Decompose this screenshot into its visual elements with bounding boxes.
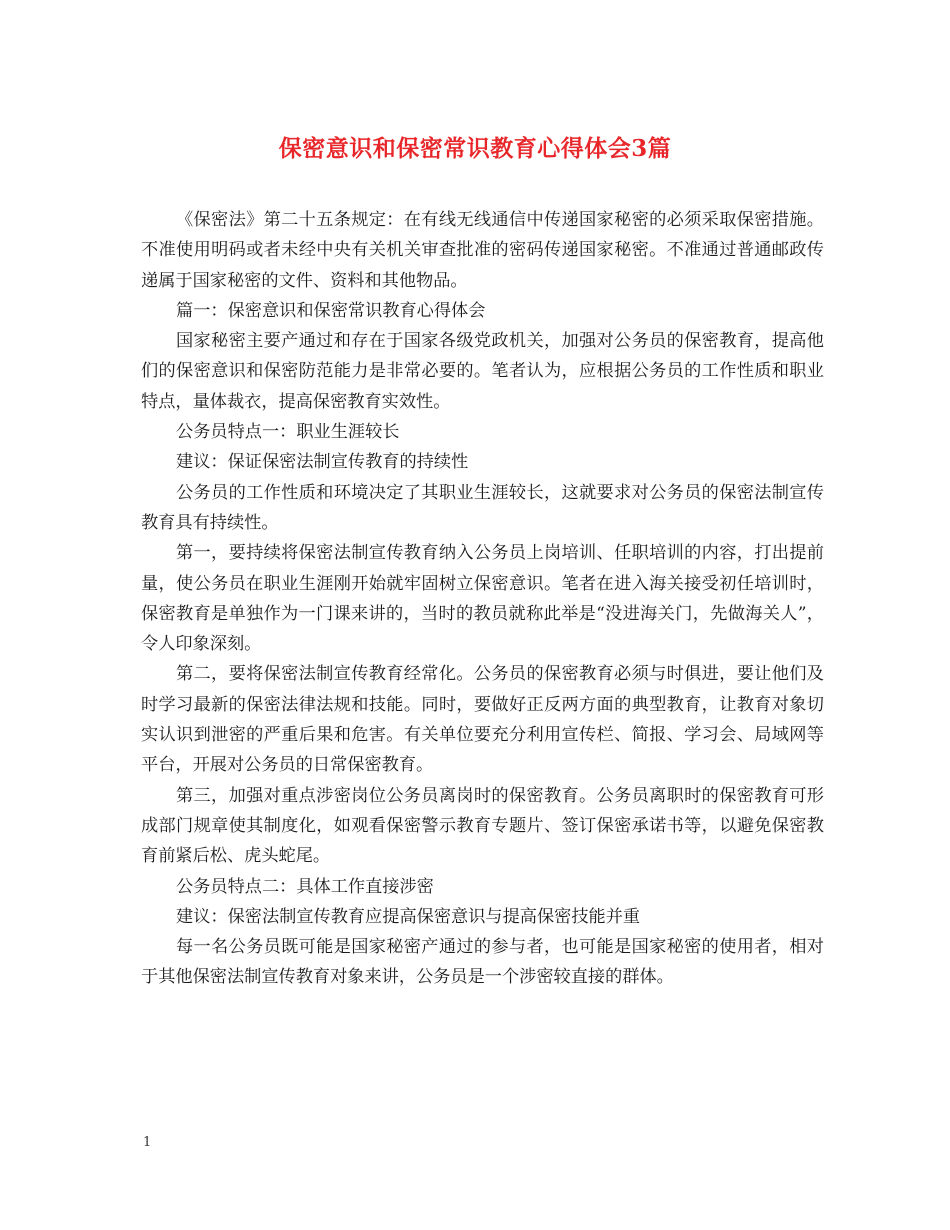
document-body — [141, 205, 824, 993]
page-number: 1 — [143, 1135, 152, 1150]
paragraph-suggestion-two: 建议：保密法制宣传教育应提高保密意识与提高保密技能并重 — [176, 906, 641, 927]
paragraph-second-point: 第二，要将保密法制宣传教育经常化。公务员的保密教育必须与时俱进，要让他们及时学习最新的保密法律法规和技能。同时，要做好正反两方面的典型教育，让教育对象切实认识到泄密的严重后果和危害。有关单位要充分利用宣传栏、简报、学习会、局域网等平台，开展对公务员的日常保密教育。 — [141, 664, 824, 776]
document-title: 保密意识和保密常识教育心得体会3篇 — [278, 135, 672, 162]
paragraph-law-article: 《保密法》第二十五条规定：在有线无线通信中传递国家秘密的必须采取保密措施。不准使用明码或者未经中央有关机关审查批准的密码传递国家秘密。不准通过普通邮政传递属于国家秘密的文件、资料和其他物品。 — [141, 210, 824, 291]
paragraph-third-point: 第三，加强对重点涉密岗位公务员离岗时的保密教育。公务员离职时的保密教育可形成部门规章使其制度化，如观看保密警示教育专题片、签订保密承诺书等，以避免保密教育前紧后松、虎头蛇尾。 — [141, 785, 824, 867]
paragraph-intro: 国家秘密主要产通过和存在于国家各级党政机关，加强对公务员的保密教育，提高他们的保密意识和保密防范能力是非常必要的。笔者认为，应根据公务员的工作性质和职业特点，量体裁衣，提高保密教育实效性。 — [141, 331, 824, 412]
paragraph-every-civil-servant: 每一名公务员既可能是国家秘密产通过的参与者，也可能是国家秘密的使用者，相对于其他保密法制宣传教育对象来讲，公务员是一个涉密较直接的群体。 — [141, 937, 824, 988]
paragraph-first-point: 第一，要持续将保密法制宣传教育纳入公务员上岗培训、任职培训的内容，打出提前量，使公务员在职业生涯刚开始就牢固树立保密意识。笔者在进入海关接受初任培训时，保密教育是单独作为一门课来讲的，当时的教员就称此举是“没进海关门，先做海关人”，令人印象深刻。 — [141, 543, 824, 655]
paragraph-part-one-heading: 篇一：保密意识和保密常识教育心得体会 — [176, 300, 486, 321]
paragraph-feature-one: 公务员特点一：职业生涯较长 — [176, 422, 400, 443]
paragraph-feature-two: 公务员特点二：具体工作直接涉密 — [176, 876, 434, 897]
paragraph-suggestion-one: 建议：保证保密法制宣传教育的持续性 — [176, 452, 469, 473]
paragraph-continuity: 公务员的工作性质和环境决定了其职业生涯较长，这就要求对公务员的保密法制宣传教育具有持续性。 — [141, 482, 824, 533]
